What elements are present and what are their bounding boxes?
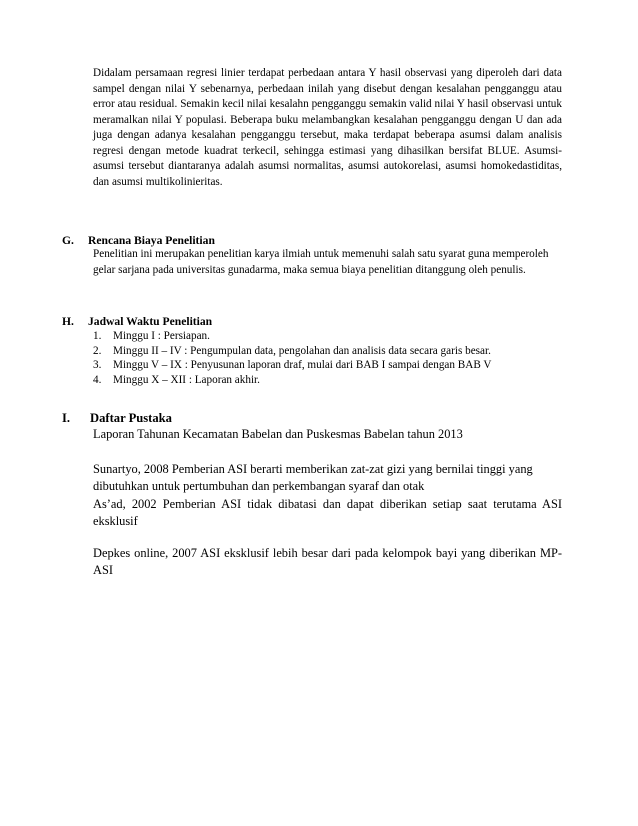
section-g-body: Penelitian ini merupakan penelitian karya ilmiah untuk memenuhi salah satu syarat guna memperoleh gelar sarjana pada universitas gunadarma, maka semua biaya penelitian ditanggung oleh penulis. [93,248,549,276]
list-text: Minggu V – IX : Penyusunan laporan draf, mulai dari BAB I sampai dengan BAB V [113,359,492,372]
list-item [93,373,562,388]
section-g-heading [62,233,215,248]
list-number: 1. [93,330,102,342]
schedule-list [93,329,562,387]
list-number: 4. [93,373,102,386]
list-text: Minggu I : Persiapan. [113,330,210,342]
reference-entry: Depkes online, 2007 ASI eksklusif lebih besar dari pada kelompok bayi yang diberikan MP-ASI [93,546,562,577]
section-g-title: Rencana Biaya Penelitian [88,234,215,247]
section-h-heading [62,314,212,329]
reference-entry: As’ad, 2002 Pemberian ASI tidak dibatasi dan dapat diberikan setiap saat terutama ASI eksklusif [93,497,562,528]
reference-entry: Laporan Tahunan Kecamatan Babelan dan Puskesmas Babelan tahun 2013 [93,427,463,441]
section-g-letter: G. [62,234,74,247]
intro-paragraph: Didalam persamaan regresi linier terdapat perbedaan antara Y hasil observasi yang diperoleh dari data sampel dengan nilai Y sebenarnya, perbedaan inilah yang disebut dengan kesalahan pengganggu atau error atau residual. Semakin kecil nilai kesalahn pengganggu semakin valid nilai Y hasil observasi untuk meramalkan nilai Y populasi. Beberapa buku melambangkan kesalahan pengganggu dengan U dan ada juga dengan adanya kesalahan pengganggu tersebut, maka terdapat beberapa asumsi dalam analisis regresi dengan metode kuadrat terkecil, sehingga estimasi yang dihasilkan bersifat BLUE. Asumsi-asumsi tersebut diantaranya adalah asumsi normalitas, asumsi autokorelasi, asumsi homokedastiditas, dan asumsi multikolinieritas. [93,67,562,188]
list-text: Minggu X – XII : Laporan akhir. [113,373,260,386]
list-number: 3. [93,359,102,372]
reference-entry: Sunartyo, 2008 Pemberian ASI berarti memberikan zat-zat gizi yang bernilai tinggi yang dibutuhkan untuk pertumbuhan dan perkembangan syaraf dan otak [93,462,533,493]
section-h-title: Jadwal Waktu Penelitian [88,315,213,328]
list-item [93,358,562,373]
list-text: Minggu II – IV : Pengumpulan data, pengolahan dan analisis data secara garis besar. [113,344,491,357]
section-i-heading [62,411,172,426]
section-h-letter: H. [62,315,74,328]
list-item [93,344,562,359]
section-i-letter: I. [62,411,71,425]
list-number: 2. [93,344,102,357]
section-i-title: Daftar Pustaka [90,411,172,425]
list-item [93,329,562,344]
